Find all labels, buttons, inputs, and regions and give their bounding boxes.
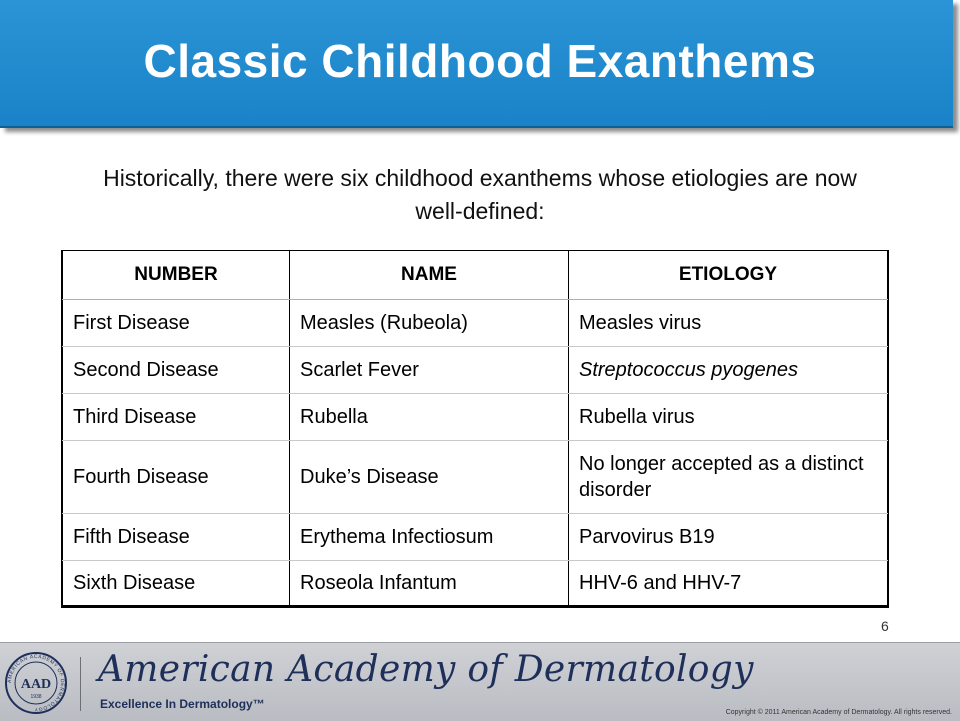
cell-etiology: Measles virus — [569, 300, 888, 347]
cell-etiology: Rubella virus — [569, 394, 888, 441]
organization-name: American Academy of Dermatology — [98, 649, 754, 690]
cell-name: Erythema Infectiosum — [290, 514, 569, 561]
slide-subtitle: Historically, there were six childhood exanthems whose etiologies are now well-defined: — [103, 165, 857, 224]
table-row — [63, 394, 888, 441]
cell-number: First Disease — [63, 300, 290, 347]
tagline-text: Excellence In Dermatology — [100, 697, 253, 711]
cell-number: Fourth Disease — [63, 441, 290, 514]
cell-number: Sixth Disease — [63, 561, 290, 607]
table-row — [63, 347, 888, 394]
cell-name: Duke’s Disease — [290, 441, 569, 514]
cell-etiology: No longer accepted as a distinct disorder — [569, 441, 888, 514]
cell-name: Rubella — [290, 394, 569, 441]
cell-number: Second Disease — [63, 347, 290, 394]
table-row — [63, 561, 888, 607]
cell-name: Scarlet Fever — [290, 347, 569, 394]
cell-name: Measles (Rubeola) — [290, 300, 569, 347]
cell-etiology: Streptococcus pyogenes — [569, 347, 888, 394]
table-row — [63, 514, 888, 561]
cell-etiology: Parvovirus B19 — [569, 514, 888, 561]
copyright-notice: Copyright © 2011 American Academy of Dermatology. All rights reserved. — [725, 709, 952, 716]
cell-number: Third Disease — [63, 394, 290, 441]
seal-logo-text: AAD — [20, 677, 52, 692]
tagline — [100, 697, 265, 711]
cell-number: Fifth Disease — [63, 514, 290, 561]
footer-divider — [80, 657, 81, 711]
seal-year: 1938 — [30, 694, 42, 700]
table-row — [63, 441, 888, 514]
exanthems-table — [62, 251, 888, 607]
column-header-number: NUMBER — [63, 251, 290, 300]
trademark-mark: ™ — [252, 697, 265, 711]
cell-name: Roseola Infantum — [290, 561, 569, 607]
footer-bar — [0, 642, 960, 721]
column-header-name: NAME — [290, 251, 569, 300]
page-number: 6 — [881, 618, 889, 634]
column-header-etiology: ETIOLOGY — [569, 251, 888, 300]
cell-etiology: HHV-6 and HHV-7 — [569, 561, 888, 607]
aad-seal-icon — [4, 651, 68, 715]
table-header-row — [63, 251, 888, 300]
seal-ring-text: AMERICAN ACADEMY OF DERMATOLOGY — [6, 653, 66, 713]
slide-title: Classic Childhood Exanthems — [143, 35, 817, 87]
table-row — [63, 300, 888, 347]
